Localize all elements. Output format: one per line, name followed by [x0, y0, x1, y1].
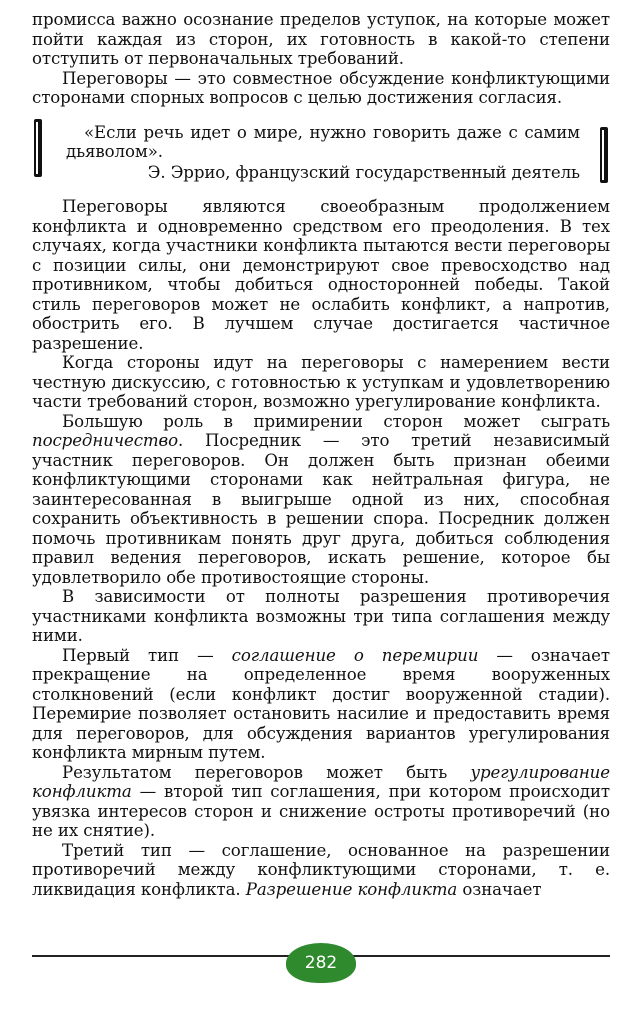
- quote-author: Э. Эррио, французский государственный деятель: [147, 162, 580, 182]
- paragraph: [32, 763, 610, 841]
- body-text: [32, 10, 610, 899]
- text-run: Первый тип —: [62, 645, 232, 665]
- paragraph: Переговоры являются своеобразным продолжением конфликта и одновременно средством его преодоления. В тех случаях, когда участники конфликта пытаются вести переговоры с позиции силы, они демонстрируют свое превосходство над противником, чтобы добиться односторонней победы. Такой стиль переговоров может не ослабить конфликт, а напротив, обострить его. В лучшем случае достигается частичное разрешение.: [32, 197, 610, 353]
- text-run: Результатом переговоров может быть: [62, 762, 471, 782]
- paragraph: Когда стороны идут на переговоры с намерением вести честную дискуссию, с готовностью к уступкам и удовлетворению части требований сторон, возможно урегулирование конфликта.: [32, 353, 610, 411]
- text-run: Третий тип — соглашение, основанное на разрешении противоречий между конфликтующими сторонами, т. е. ликвидация конфликта.: [32, 840, 610, 899]
- term-emphasis: урегулирование конфликта: [32, 762, 610, 801]
- text-run: — второй тип соглашения, при котором происходит увязка интересов сторон и снижение остроты противоречий (но не их снятие).: [32, 782, 610, 840]
- paragraph: В зависимости от полноты разрешения противоречия участниками конфликта возможны три типа соглашения между ними.: [32, 587, 610, 645]
- page-number-badge: 282: [286, 943, 356, 983]
- text-run: . Посредник — это третий независимый участник переговоров. Он должен быть признан обеими конфликтующими сторонами как нейтральная фигура, не заинтересованная в выигрыше одной из них, способная сохранить объективность в решении спора. Посредник должен помочь противникам понять друг друга, добиться соблюдения правил ведения переговоров, искать решение, которое бы удовлетворило обе противостоящие стороны.: [32, 431, 610, 587]
- paragraph: [32, 646, 610, 763]
- paragraph: [32, 841, 610, 900]
- text-run: означает: [457, 879, 542, 899]
- quote-bar-left: [34, 119, 42, 177]
- text-run: Большую роль в примирении сторон может сыграть: [62, 411, 610, 431]
- text-run: — означает прекращение на определенное время вооруженных столкновений (если конфликт достиг вооруженной стадии). Перемирие позволяет остановить насилие и предоставить время для переговоров, для обсуждения вариантов урегулирования конфликта мирным путем.: [32, 645, 610, 762]
- epigraph-quote: [32, 121, 610, 185]
- term-emphasis: Разрешение конфликта: [245, 879, 458, 899]
- term-emphasis: соглашение о перемирии: [231, 645, 479, 665]
- term-emphasis: посредничество: [32, 431, 178, 450]
- paragraph: [32, 412, 610, 588]
- paragraph: Переговоры — это совместное обсуждение конфликтующими сторонами спорных вопросов с целью достижения согласия.: [32, 68, 610, 107]
- quote-text: «Если речь идет о мире, нужно говорить даже с самим дьяволом».: [66, 122, 580, 161]
- paragraph: промисса важно осознание пределов уступок, на которые может пойти каждая из сторон, их готовность в какой-то степени отступить от первоначальных требований.: [32, 10, 610, 68]
- quote-bar-right: [600, 127, 608, 183]
